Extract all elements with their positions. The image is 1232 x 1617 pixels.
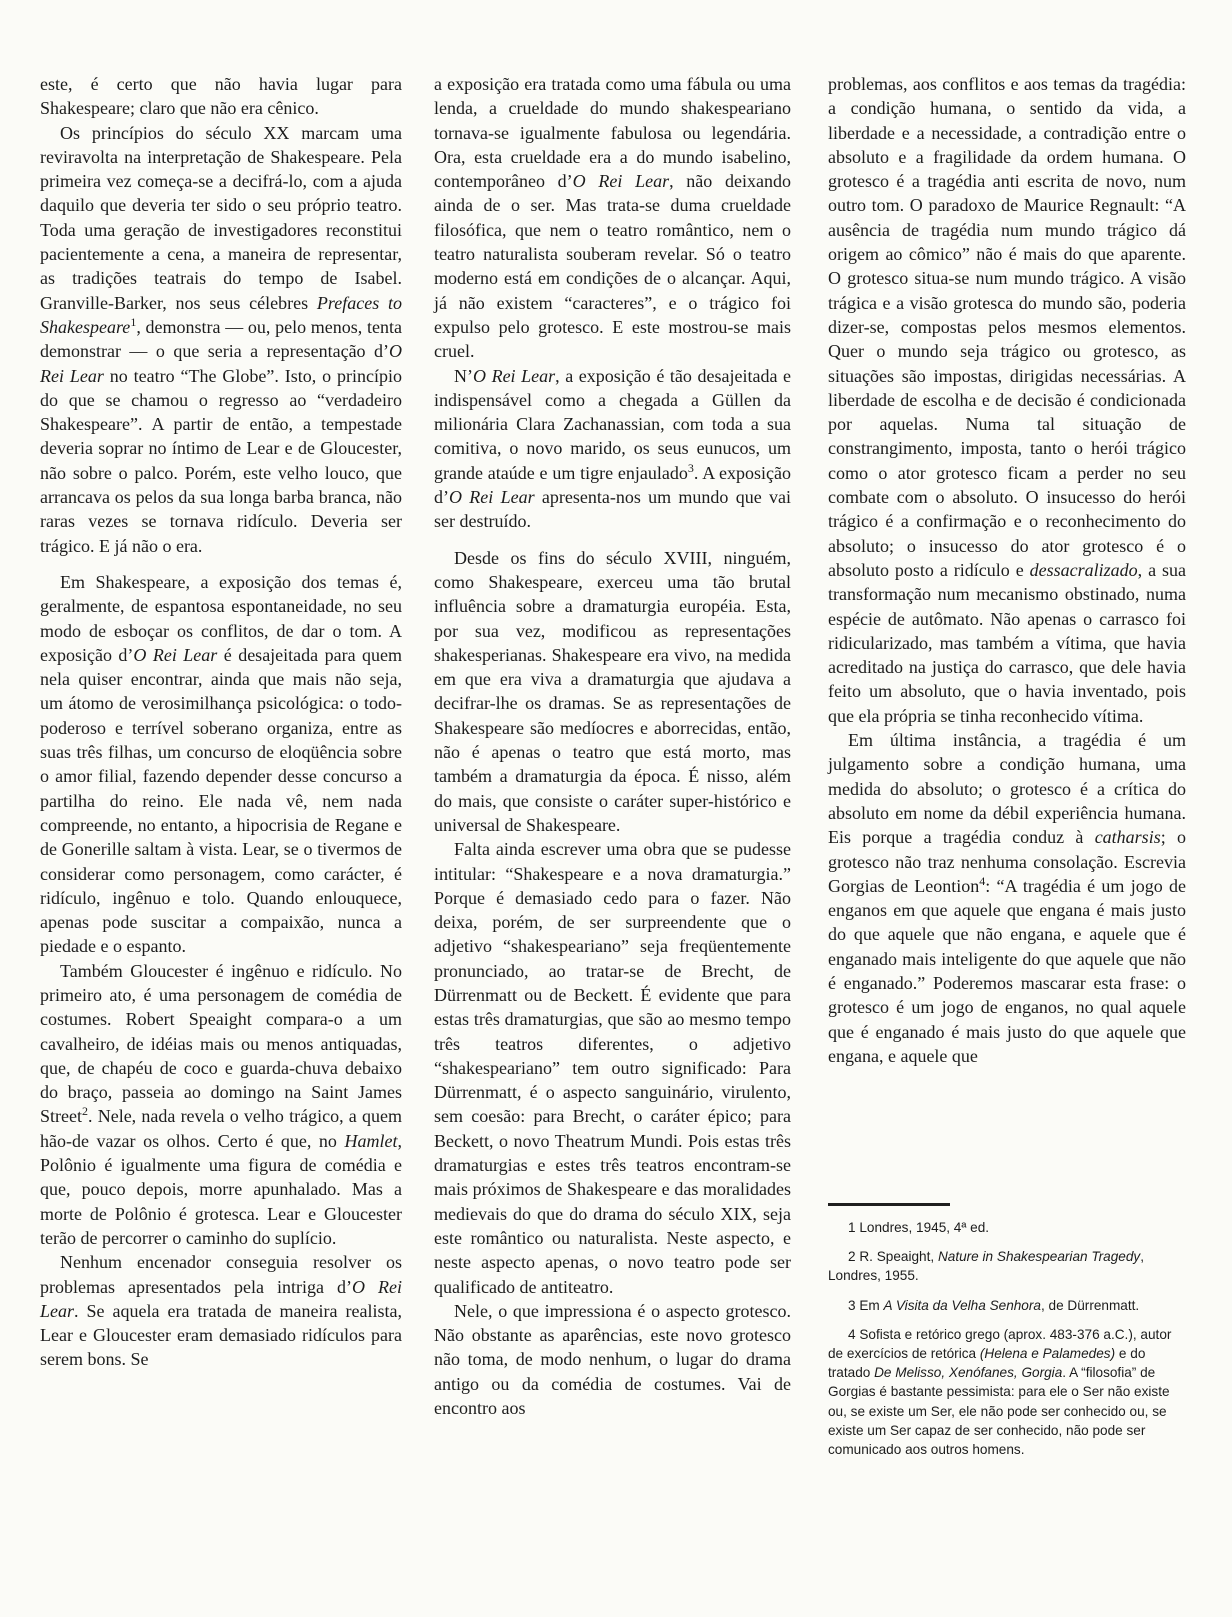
paragraph [434, 837, 791, 1299]
paragraph [40, 72, 402, 121]
text-run: este, é certo que não havia lugar para Shakespeare; claro que não era cênico. [40, 74, 402, 119]
text-run: . Nele, nada revela o velho trágico, a quem hão-de vazar os olhos. Certo é que, no [40, 1106, 402, 1151]
italic-text: O Rei Lear [40, 341, 402, 386]
text-run: N’ [454, 365, 473, 386]
footnotes [828, 1218, 1186, 1469]
text-column-2 [434, 72, 791, 1420]
text-run: Desde os fins do século XVIII, ninguém, como Shakespeare, exerceu uma tão brutal influência sobre a dramaturgia européia. Esta, por sua vez, modificou as representações shakesperianas. Shakespeare era vivo, na medida em que era viva a dramaturgia que ajudava a decifrar-lhe os dramas. Se as representações de Shakespeare são medíocres e aborrecidas, então, não é apenas o teatro que está morto, mas também a dramaturgia da época. É nisso, além do mais, que consiste o caráter super-histórico e universal de Shakespeare. [434, 547, 791, 835]
italic-text: O Rei Lear [449, 487, 535, 508]
text-run: problemas, aos conflitos e aos temas da tragédia: a condição humana, o sentido da vida, a liberdade e a necessidade, a contradição entre o absoluto e a fragilidade da ordem humana. O grotesco é a tragédia anti escrita de novo, num outro tom. O paradoxo de Maurice Regnault: “A ausência de tragédia num mundo trágico dá origem ao cômico” não é mais do que aparente. O grotesco situa-se num mundo trágico. A visão trágica e a visão grotesca do mundo são, poderia dizer-se, compostas pelos mesmos elementos. Quer o mundo seja trágico ou grotesco, as situações são impostas, dirigidas necessárias. A liberdade de escolha e de decisão é condicionada por aquelas. Numa tal situação de constrangimento, imposta, tanto o herói trágico como o ator grotesco ficam a perder no seu combate com o absoluto. O insucesso do herói trágico é a confirmação e o reconhecimento do absoluto; o insucesso do ator grotesco é o absoluto posto a ridículo e [828, 74, 1186, 580]
italic-text: O Rei Lear [40, 1276, 403, 1321]
text-column-3 [828, 72, 1186, 1068]
italic-text: De Melisso, Xenófanes, Gorgia [874, 1365, 1063, 1381]
text-run: no teatro “The Globe”. Isto, o princípio do que se chamou o regresso ao “verdadeiro Shakespeare”. A partir de então, a tempestade deveria soprar no íntimo de Lear e de Gloucester, não sobre o palco. Porém, este velho louco, que arrancava os pelos da sua longa barba branca, não raras vezes se tornava ridículo. Deveria ser trágico. E já não o era. [40, 365, 402, 556]
footnote-ref: 3 [687, 460, 694, 475]
paragraph [40, 570, 402, 959]
paragraph [434, 72, 791, 364]
text-run: Em última instância, a tragédia é um julgamento sobre a condição humana, uma medida do absoluto; o grotesco é a crítica do absoluto em nome da débil experiência humana. Eis porque a tragédia conduz à [828, 730, 1186, 848]
italic-text: (Helena e Palamedes) [979, 1346, 1116, 1362]
italic-text: O Rei Lear [133, 644, 218, 665]
text-run: , a sua transformação num mecanismo obstinado, numa espécie de autômato. Não apenas o carrasco foi ridicularizado, mas também a vítima, que havia acreditado na justiça do carrasco, que dele havia feito um absoluto, que o havia inventado, pois que ela própria se tinha reconhecido vítima. [828, 559, 1187, 726]
text-run: , Polônio é igualmente uma figura de comédia e que, pouco depois, morre apunhalado. Mas a morte de Polônio é grotesca. Lear e Gloucester terão de percorrer o caminho do suplício. [40, 1130, 402, 1248]
italic-text: Nature in Shakespearian Tragedy [937, 1249, 1141, 1265]
footnote [828, 1325, 1186, 1459]
text-run: 2 R. Speaight, [848, 1249, 938, 1265]
text-run: Nenhum encenador conseguia resolver os problemas apresentados pela intriga d’ [40, 1252, 402, 1297]
text-run: , a exposição é tão desajeitada e indispensável como a chegada a Güllen da milionária Clara Zachanassian, com toda a sua comitiva, o novo marido, os seus eunucos, um grande ataúde e um tigre enjaulado [434, 365, 791, 483]
text-run: . A “filosofia” de Gorgias é bastante pessimista: para ele o Ser não existe ou, se existe um Ser, ele não pode ser conhecido ou, se existe um Ser capaz de ser conhecido, não pode ser comunicado aos outros homens. [828, 1365, 1170, 1458]
paragraph [434, 1299, 791, 1420]
paragraph [828, 728, 1186, 1068]
text-run: 3 Em [848, 1297, 884, 1313]
text-run: Os princípios do século XX marcam uma reviravolta na interpretação de Shakespeare. Pela primeira vez começa-se a decifrá-lo, com a ajuda daquilo que deveria ter sido o seu próprio teatro. Toda uma geração de investigadores reconstitui pacientemente a cena, a maneira de representar, as tradições teatrais do tempo de Isabel. Granville-Barker, nos seus célebres [40, 122, 402, 313]
footnote [828, 1247, 1186, 1285]
text-run: . A exposição d’ [434, 462, 791, 508]
text-run: ; o grotesco não traz nenhuma consolação. Escrevia Gorgias de Leontion [828, 827, 1186, 896]
text-run: 1 Londres, 1945, 4ª ed. [848, 1220, 990, 1235]
footnote-ref: 1 [130, 314, 137, 329]
italic-text: A Visita da Velha Senhora [883, 1297, 1041, 1313]
italic-text: dessacralizado [1029, 559, 1138, 580]
text-run: , de Dürrenmatt. [1040, 1297, 1140, 1313]
footnote [828, 1296, 1186, 1315]
text-run: : “A tragédia é um jogo de enganos em que aquele que engana é mais justo do que aquele que não engana, e aquele que é enganado mais inteligente do que aquele que não é enganado.” Poderemos mascarar esta frase: o grotesco é um jogo de enganos, no qual aquele que é enganado é mais justo do que aquele que engana, e aquele que [828, 875, 1186, 1066]
text-run: 4 Sofista e retórico grego (aprox. 483-376 a.C.), autor de exercícios de retórica [828, 1326, 1172, 1362]
text-run: Em Shakespeare, a exposição dos temas é, geralmente, de espantosa espontaneidade, no seu modo de esboçar os conflitos, de dar o tom. A exposição d’ [40, 571, 402, 665]
text-run: , demonstra — ou, pelo menos, tenta demonstrar — o que seria a representação d’ [40, 316, 402, 362]
text-run: Falta ainda escrever uma obra que se pudesse intitular: “Shakespeare e a nova dramaturgia.” Porque é demasiado cedo para o fazer. Não deixa, porém, de ser surpreendente que o adjetivo “shakespeariano” seja freqüentemente pronunciado, ao tratar-se de Brecht, de Dürrenmatt ou de Beckett. É evidente que para estas três dramaturgias, que são ao mesmo tempo três teatros diferentes, o adjetivo “shakespeariano” tem outro significado: Para Dürrenmatt, é o aspecto sanguinário, virulento, sem coesão: para Brecht, o caráter épico; para Beckett, o novo Theatrum Mundi. Pois estas três dramaturgias e estes três teatros encontram-se mais próximos de Shakespeare e das moralidades medievais do que do drama do século XIX, seja este romântico ou naturalista. Neste aspecto, e neste aspecto apenas, o novo teatro pode ser qualificado de antiteatro. [434, 839, 791, 1297]
paragraph [40, 959, 402, 1251]
paragraph [434, 546, 791, 838]
text-run: . Se aquela era tratada de maneira realista, Lear e Gloucester eram demasiado ridículos para serem bons. Se [40, 1300, 402, 1370]
italic-text: Hamlet [344, 1130, 398, 1151]
text-run: , não deixando ainda de o ser. Mas trata-se duma crueldade filosófica, que nem o teatro romântico, nem o teatro naturalista souberam revelar. Só o teatro moderno está em condições de o alcançar. Aqui, já não existem “caracteres”, e o trágico foi expulso pelo grotesco. E este mostrou-se mais cruel. [434, 171, 791, 362]
text-run: Também Gloucester é ingênuo e ridículo. No primeiro ato, é uma personagem de comédia de costumes. Robert Speaight compara-o a um cavalheiro, de idéias mais ou menos antiquadas, que, de chapéu de coco e guarda-chuva debaixo do braço, passeia ao domingo na Saint James Street [40, 960, 402, 1127]
italic-text: O Rei Lear [473, 365, 556, 386]
paragraph [828, 72, 1186, 728]
text-run: Nele, o que impressiona é o aspecto grotesco. Não obstante as aparências, este novo grotesco não toma, de modo nenhum, o lugar do drama antigo ou da comédia de costumes. Vai de encontro aos [434, 1300, 791, 1419]
text-run: e do tratado [828, 1346, 1146, 1381]
footnote [828, 1218, 1186, 1237]
italic-text: O Rei Lear [572, 171, 670, 192]
footnote-ref: 4 [979, 873, 986, 888]
paragraph [434, 364, 791, 534]
footnote-divider [828, 1203, 950, 1206]
paragraph [40, 121, 402, 558]
paragraph [40, 1250, 402, 1371]
text-run: apresenta-nos um mundo que vai ser destruído. [434, 487, 792, 532]
text-run: a exposição era tratada como uma fábula ou uma lenda, a crueldade do mundo shakespeariano tornava-se igualmente fabulosa ou legendária. Ora, esta crueldade era a do mundo isabelino, contemporâneo d’ [434, 74, 791, 192]
italic-text: Prefaces to Shakespeare [40, 292, 402, 337]
text-column-1 [40, 72, 402, 1372]
footnote-ref: 2 [82, 1104, 88, 1119]
italic-text: catharsis [1094, 827, 1161, 848]
text-run: é desajeitada para quem nela quiser encontrar, ainda que mais não seja, um átomo de verosimilhança psicológica: o todo-poderoso e terrível soberano organiza, entre as suas três filhas, um concurso de eloqüência sobre o amor filial, fazendo depender desse concurso a partilha do reino. Ele nada vê, nem nada compreende, no entanto, a hipocrisia de Regane e de Gonerille saltam à vista. Lear, se o tivermos de considerar como personagem, como carácter, é ridículo, ingênuo e tolo. Quando enlouquece, apenas pode suscitar a compaixão, nunca a piedade e o espanto. [40, 644, 403, 957]
text-run: , Londres, 1955. [828, 1249, 1144, 1284]
